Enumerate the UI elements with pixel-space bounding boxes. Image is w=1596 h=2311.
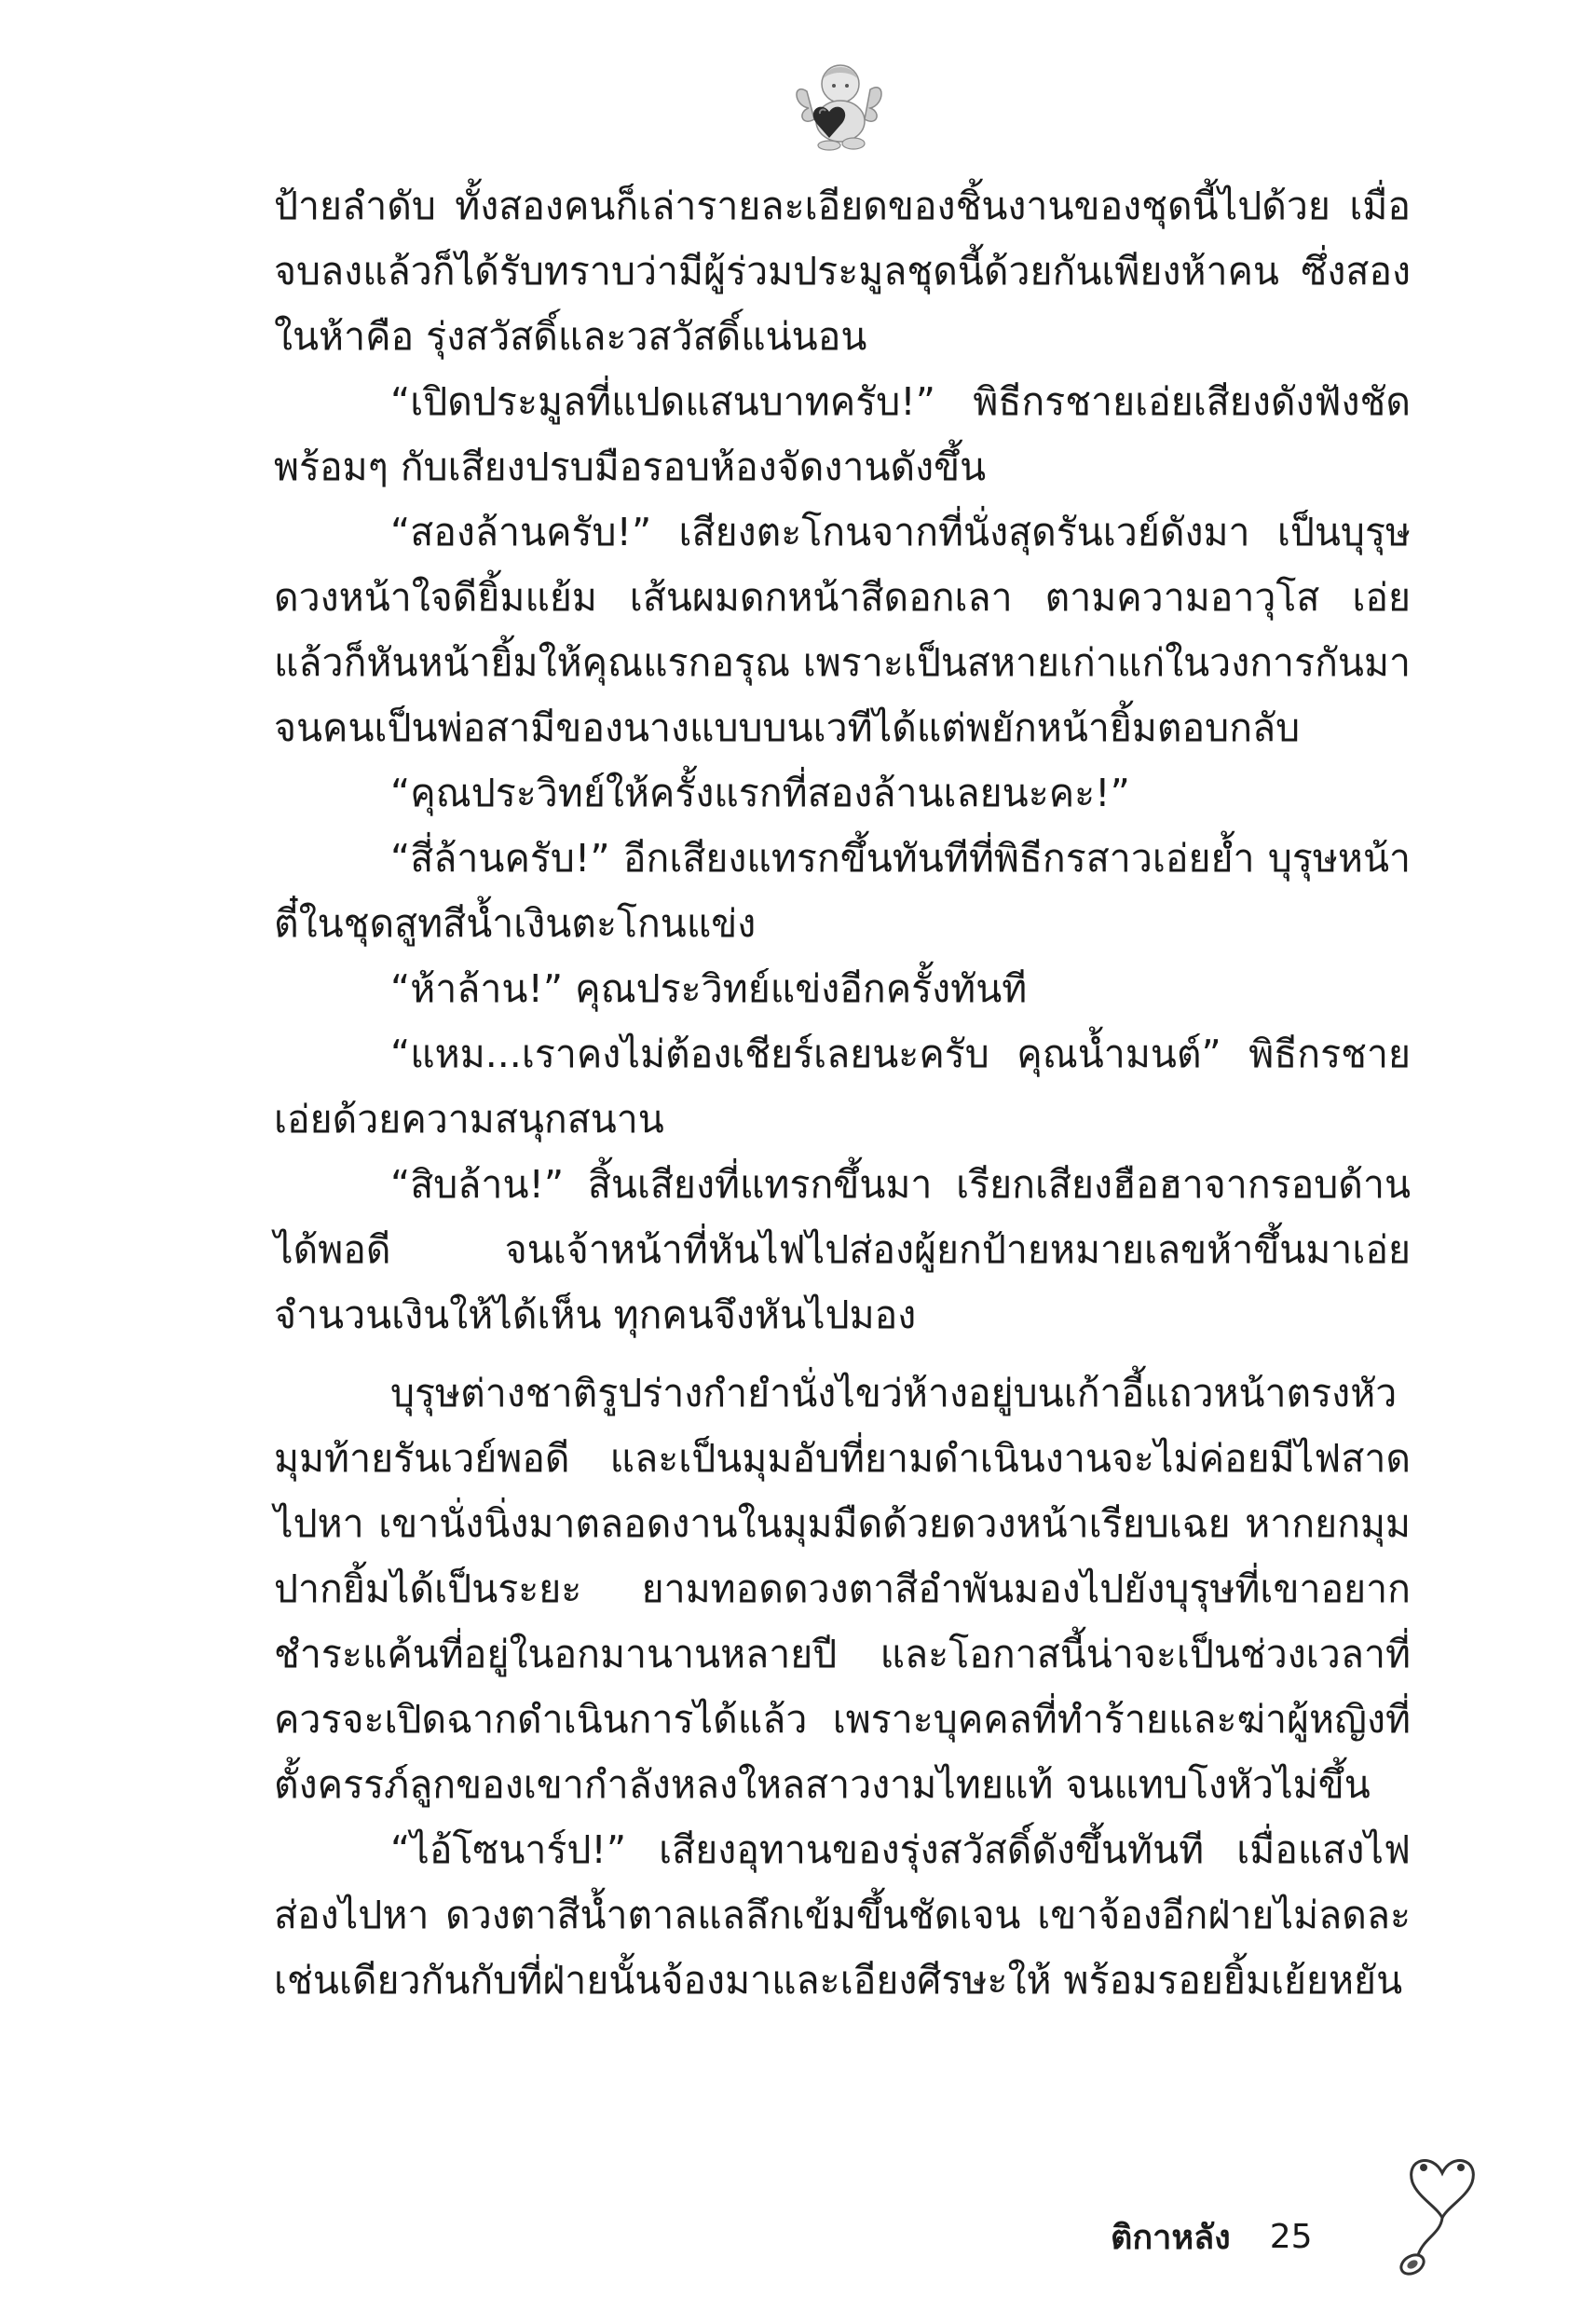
paragraph: “สองล้านครับ!” เสียงตะโกนจากที่นั่งสุดรันเวย์ดังมา เป็นบุรุษดวงหน้าใจดียิ้มแย้ม เส้นผมดกหน้าสีดอกเลา ตามความอาวุโส เอ่ยแล้วก็หันหน้ายิ้มให้คุณแรกอรุณ เพราะเป็นสหายเก่าแก่ในวงการกันมา จนคนเป็นพ่อสามีของนางแบบบนเวทีได้แต่พยักหน้ายิ้มตอบกลับ — [274, 510, 1411, 750]
stethoscope-icon — [1396, 2145, 1489, 2285]
paragraph: ป้ายลำดับ ทั้งสองคนก็เล่ารายละเอียดของชิ้นงานของชุดนี้ไปด้วย เมื่อจบลงแล้วก็ได้รับทราบว่ามีผู้ร่วมประมูลชุดนี้ด้วยกันเพียงห้าคน ซึ่งสองในห้าคือ รุ่งสวัสดิ์และวสวัสดิ์แน่นอน — [274, 184, 1411, 359]
paragraph: “สี่ล้านครับ!” อีกเสียงแทรกขึ้นทันทีที่พิธีกรสาวเอ่ยย้ำ บุรุษหน้าตี๋ในชุดสูทสีน้ำเงินตะโกนแข่ง — [274, 836, 1411, 946]
paragraph: “คุณประวิทย์ให้ครั้งแรกที่สองล้านเลยนะคะ!” — [390, 771, 1130, 815]
paragraph: “สิบล้าน!” สิ้นเสียงที่แทรกขึ้นมา เรียกเสียงฮือฮาจากรอบด้านได้พอดี จนเจ้าหน้าที่หันไฟไปส่องผู้ยกป้ายหมายเลขห้าขึ้นมาเอ่ยจำนวนเงินให้ได้เห็น ทุกคนจึงหันไปมอง — [274, 1162, 1411, 1337]
cupid-heart-icon — [788, 54, 891, 157]
paragraph: “เปิดประมูลที่แปดแสนบาทครับ!” พิธีกรชายเอ่ยเสียงดังฟังชัดพร้อมๆ กับเสียงปรบมือรอบห้องจัดงานดังขึ้น — [274, 379, 1411, 489]
page-number: 25 — [1269, 2217, 1313, 2256]
paragraph: “ไอ้โซนาร์ป!” เสียงอุทานของรุ่งสวัสดิ์ดังขึ้นทันที เมื่อแสงไฟส่องไปหา ดวงตาสีน้ำตาลแลลึกเข้มขึ้นชัดเจน เขาจ้องอีกฝ่ายไม่ลดละเช่นเดียวกันกับที่ฝ่ายนั้นจ้องมาและเอียงศีรษะให้ พร้อมรอยยิ้มเย้ยหยัน — [274, 1827, 1411, 2003]
body-text — [274, 173, 1411, 2013]
paragraph: บุรุษต่างชาติรูปร่างกำยำนั่งไขว่ห้างอยู่บนเก้าอี้แถวหน้าตรงหัวมุมท้ายรันเวย์พอดี และเป็นมุมอับที่ยามดำเนินงานจะไม่ค่อยมีไฟสาดไปหา เขานั่งนิ่งมาตลอดงานในมุมมืดด้วยดวงหน้าเรียบเฉย หากยกมุมปากยิ้มได้เป็นระยะ ยามทอดดวงตาสีอำพันมองไปยังบุรุษที่เขาอยากชำระแค้นที่อยู่ในอกมานานหลายปี และโอกาสนี้น่าจะเป็นช่วงเวลาที่ควรจะเปิดฉากดำเนินการได้แล้ว เพราะบุคคลที่ทำร้ายและฆ่าผู้หญิงที่ตั้งครรภ์ลูกของเขากำลังหลงใหลสาวงามไทยแท้ จนแทบโงหัวไม่ขึ้น — [274, 1371, 1411, 1807]
book-title: ติกาหลัง — [1111, 2218, 1231, 2257]
page-footer — [1111, 2208, 1313, 2264]
paragraph: “แหม...เราคงไม่ต้องเชียร์เลยนะครับ คุณน้ำมนต์” พิธีกรชายเอ่ยด้วยความสนุกสนาน — [274, 1032, 1411, 1142]
paragraph: “ห้าล้าน!” คุณประวิทย์แข่งอีกครั้งทันที — [390, 966, 1028, 1011]
